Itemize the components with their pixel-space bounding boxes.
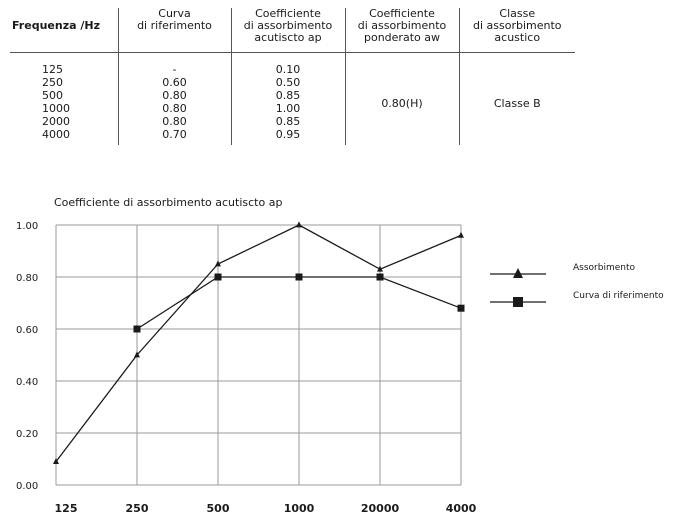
cell-reference: 0.80 xyxy=(118,102,231,115)
header-absorption-ap: Coefficiente di assorbimento acutiscto ap xyxy=(231,8,345,52)
square-marker xyxy=(377,274,384,281)
y-tick-label: 0.20 xyxy=(16,429,39,440)
y-tick-label: 0.80 xyxy=(16,273,39,284)
triangle-marker xyxy=(458,232,464,238)
cell-class: Classe B xyxy=(459,52,575,145)
chart-title: Coefficiente di assorbimento acutiscto ap xyxy=(54,196,283,209)
series-absorption xyxy=(53,221,464,464)
y-axis-ticks xyxy=(16,221,38,492)
y-tick-label: 0.40 xyxy=(16,377,39,388)
cell-aw: 0.80(H) xyxy=(345,52,459,145)
cell-frequency: 125 xyxy=(42,62,63,76)
y-tick-label: 1.00 xyxy=(16,221,39,232)
chart-legend xyxy=(490,263,664,307)
y-tick-label: 0.60 xyxy=(16,325,39,336)
square-marker xyxy=(215,274,222,281)
square-marker xyxy=(513,297,523,307)
absorption-table xyxy=(10,8,575,145)
header-absorption-class: Classe di assorbimento acustico xyxy=(459,8,575,52)
header-reference-curve: Curva di riferimento xyxy=(118,8,231,52)
header-frequency: Frequenza /Hz xyxy=(12,19,100,32)
triangle-marker xyxy=(296,221,302,227)
cell-frequency: 4000 xyxy=(42,127,70,141)
legend-label: Curva di riferimento xyxy=(573,291,664,301)
cell-reference: 0.80 xyxy=(118,115,231,128)
cell-ap: 0.10 xyxy=(231,52,345,76)
chart-series xyxy=(53,221,465,464)
y-tick-label: 0.00 xyxy=(16,481,39,492)
cell-ap: 1.00 xyxy=(231,102,345,115)
square-marker xyxy=(134,326,141,333)
x-tick-label: 1000 xyxy=(283,502,315,515)
cell-reference: 0.80 xyxy=(118,89,231,102)
cell-frequency: 2000 xyxy=(42,114,70,128)
cell-reference: 0.70 xyxy=(118,128,231,145)
triangle-marker xyxy=(513,268,523,278)
x-tick-label: 125 xyxy=(54,502,78,515)
cell-ap: 0.95 xyxy=(231,128,345,145)
data-table-container xyxy=(10,8,575,145)
cell-frequency: 500 xyxy=(42,88,63,102)
cell-frequency: 1000 xyxy=(42,101,70,115)
cell-ap: 0.50 xyxy=(231,76,345,89)
square-marker xyxy=(296,274,303,281)
legend-label: Assorbimento xyxy=(573,263,635,273)
cell-ap: 0.85 xyxy=(231,115,345,128)
x-tick-label: 250 xyxy=(125,502,149,515)
header-weighted-aw: Coefficiente di assorbimento ponderato aw xyxy=(345,8,459,52)
cell-ap: 0.85 xyxy=(231,89,345,102)
cell-frequency: 250 xyxy=(42,75,63,89)
cell-reference: 0.60 xyxy=(118,76,231,89)
x-tick-label: 4000 xyxy=(445,502,477,515)
cell-reference: - xyxy=(118,52,231,76)
x-axis-ticks xyxy=(55,502,477,515)
absorption-line-chart xyxy=(0,190,680,520)
square-marker xyxy=(458,305,465,312)
series-line xyxy=(56,225,461,462)
table-header-row xyxy=(10,8,575,52)
table-row xyxy=(10,52,575,76)
chart-grid xyxy=(56,225,461,485)
x-tick-label: 500 xyxy=(206,502,230,515)
x-tick-label: 20000 xyxy=(360,502,400,515)
